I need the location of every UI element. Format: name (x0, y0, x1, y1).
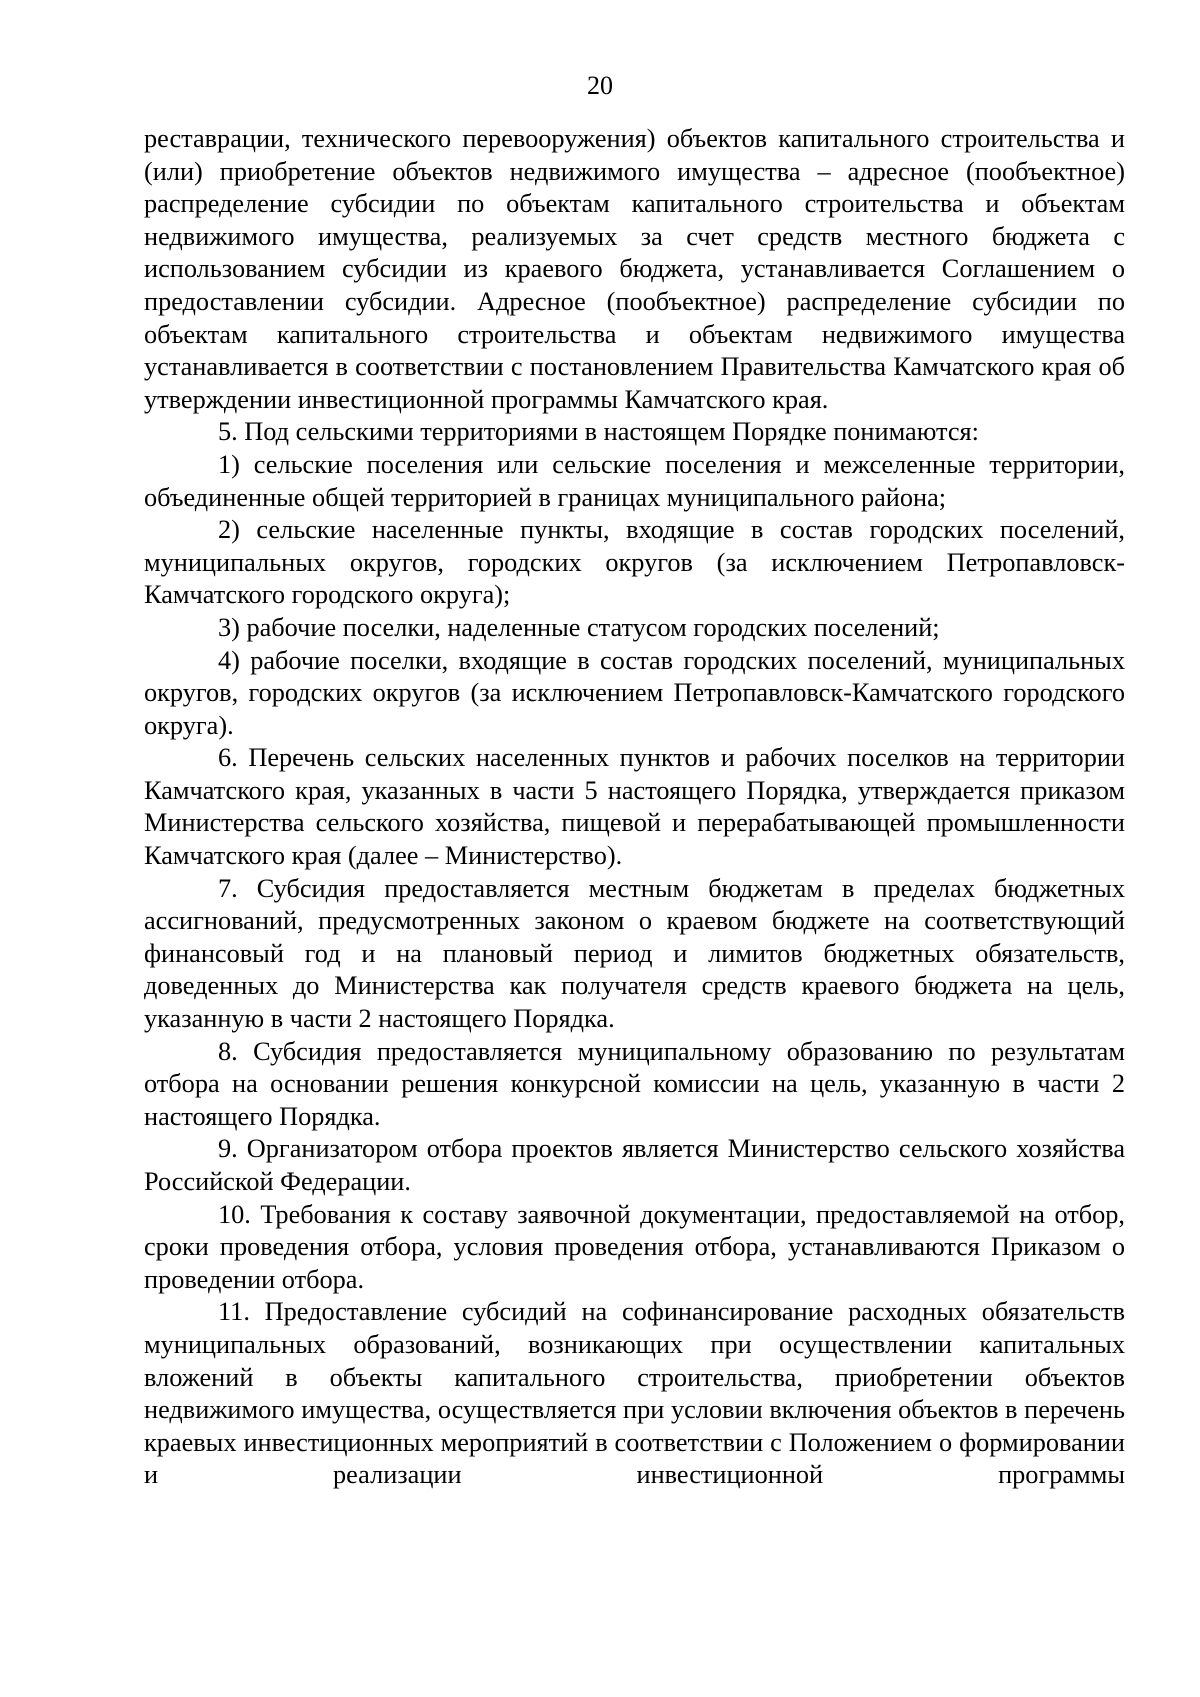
paragraph-subitem-4: 4) рабочие поселки, входящие в состав городских поселений, муниципальных округов, городских округов (за исключением Петропавловск-Камчатского городского округа). (144, 645, 1125, 740)
paragraph-subitem-2: 2) сельские населенные пункты, входящие в состав городских поселений, муниципальных округов, городских округов (за исключением Петропавловск-Камчатского городского округа); (144, 515, 1125, 610)
paragraph-item-9: 9. Организатором отбора проектов является Министерство сельского хозяйства Российской Федерации. (144, 1134, 1125, 1196)
paragraph-item-7: 7. Субсидия предоставляется местным бюджетам в пределах бюджетных ассигнований, предусмотренных законом о краевом бюджете на соответствующий финансовый год и на плановый период и лимитов бюджетных обязательств, доведенных до Министерства как получателя средств краевого бюджета на цель, указанную в части 2 настоящего Порядка. (144, 873, 1125, 1034)
paragraph-continuation: реставрации, технического перевооружения) объектов капитального строительства и (или) приобретение объектов недвижимого имущества – адресное (пообъектное) распределение субсидии по объектам капитального строительства и объектам недвижимого имущества, реализуемых за счет средств местного бюджета с использованием субсидии из краевого бюджета, устанавливается Соглашением о предоставлении субсидии. Адресное (пообъектное) распределение субсидии по объектам капитального строительства и объектам недвижимого имущества устанавливается в соответствии с постановлением Правительства Камчатского края об утверждении инвестиционной программы Камчатского края. (144, 124, 1125, 414)
paragraph-item-8: 8. Субсидия предоставляется муниципальному образованию по результатам отбора на основании решения конкурсной комиссии на цель, указанную в части 2 настоящего Порядка. (144, 1036, 1125, 1131)
body-text (144, 123, 1125, 1492)
paragraph-item-5: 5. Под сельскими территориями в настоящем Порядке понимаются: (218, 417, 979, 447)
paragraph-subitem-3: 3) рабочие поселки, наделенные статусом городских поселений; (218, 612, 940, 642)
paragraph-item-11: 11. Предоставление субсидий на софинансирование расходных обязательств муниципальных образований, возникающих при осуществлении капитальных вложений в объекты капитального строительства, приобретении объектов недвижимого имущества, осуществляется при условии включения объектов в перечень краевых инвестиционных мероприятий в соответствии с Положением о формировании и реализации инвестиционной программы (144, 1297, 1125, 1490)
paragraph-item-10: 10. Требования к составу заявочной документации, предоставляемой на отбор, сроки проведения отбора, условия проведения отбора, устанавливаются Приказом о проведении отбора. (144, 1199, 1125, 1294)
paragraph-subitem-1: 1) сельские поселения или сельские поселения и межселенные территории, объединенные общей территорией в границах муниципального района; (144, 449, 1125, 512)
paragraph-item-6: 6. Перечень сельских населенных пунктов и рабочих поселков на территории Камчатского края, указанных в части 5 настоящего Порядка, утверждается приказом Министерства сельского хозяйства, пищевой и перерабатывающей промышленности Камчатского края (далее – Министерство). (144, 743, 1125, 871)
page-number: 20 (587, 71, 613, 100)
